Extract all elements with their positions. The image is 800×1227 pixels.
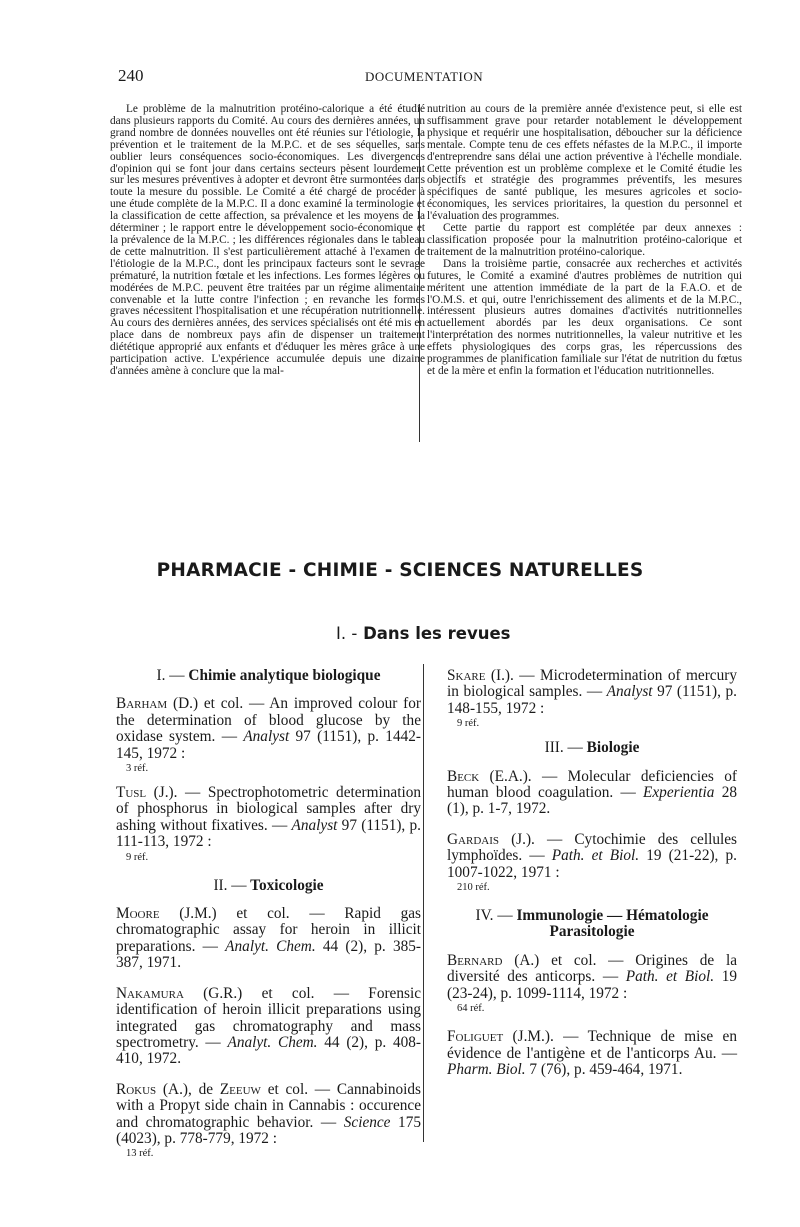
reference-entry: Gardais (J.). — Cytochimie des cellules lymphoïdes. — Path. et Biol. 19 (21-22), p. 1007-1022, 1971 :	[447, 830, 737, 881]
journal: Science	[343, 1113, 391, 1131]
reference-entry: Foliguet (J.M.). — Technique de mise en évidence de l'antigène et de l'anticorps Au. — Pharm. Biol. 7 (76), p. 459-464, 1971.	[447, 1028, 737, 1078]
running-header: DOCUMENTATION	[365, 69, 484, 84]
category-title: Immunologie — Hématologie Parasitologie	[516, 907, 709, 941]
subsection-title	[336, 624, 510, 643]
column-divider	[423, 664, 424, 1142]
journal: Path. et Biol.	[625, 968, 715, 986]
category-number: II. —	[213, 876, 247, 894]
paragraph: Le problème de la malnutrition protéino-calorique a été étudié dans plusieurs rapports du Comité. Au cours des dernières années, un grand nombre de données nouvelles ont été réunies sur l'étiologie, la prévention et le traitement de la M.P.C. et de ses séquelles, sans oublier leurs conséquences socio-économiques. Les divergences d'opinion qui se font jour dans certains secteurs pèsent lourdement sur les mesures préventives à adopter et devront être surmontées dans toute la mesure du possible. Le Comité a été chargé de procéder à une étude complète de la M.P.C. Il a donc examiné la terminologie et la classification de cette affection, sa prévalence et les moyens de la déterminer ; le rapport entre le développement socio-économique et la prévalence de la M.P.C. ; les différences régionales dans le tableau de cette malnutrition. Il s'est particulièrement attaché à l'examen de l'étiologie de la M.P.C., dont les principaux facteurs sont le sevrage prématuré, la nutrition fœtale et les infections. Les formes légères ou modérées de M.P.C. peuvent être traitées par un régime alimentaire convenable et la lutte contre l'infection ; en revanche les formes graves nécessitent l'hospitalisation et une récupération nutritionnelle. Au cours des dernières années, des services spécialisés ont été mis en place dans de nombreux pays afin de dispenser un traitement diététique approprié aux enfants et d'éduquer les mères grâce à une participation active. L'expérience accumulée depuis une dizaine d'années amène à conclure que la mal-	[110, 103, 425, 377]
column-divider	[419, 104, 420, 442]
journal: Analyst	[243, 728, 290, 746]
author: Beck	[447, 767, 480, 785]
journal: Experientia	[643, 784, 715, 802]
author: Rokus	[116, 1080, 157, 1098]
intro-right-column	[427, 104, 742, 378]
ref-count: 9 réf.	[457, 718, 480, 730]
author: Foliguet	[447, 1028, 504, 1046]
ref-count: 13 réf.	[126, 1148, 154, 1160]
category-number: I. —	[156, 667, 185, 684]
author: Zeeuw	[219, 1080, 261, 1098]
ref-count: 3 réf.	[126, 763, 149, 775]
category-number: IV. —	[475, 907, 513, 925]
journal: Analyst	[606, 683, 653, 701]
intro-left-column	[110, 104, 425, 378]
reference-entry: Rokus (A.), de Zeeuw et col. — Cannabinoids with a Propyt side chain in Cannabis : occurence and chromatographic behavior. — Science 175 (4023), p. 778-779, 1972 :	[116, 1080, 421, 1147]
paragraph: nutrition au cours de la première année d'existence peut, si elle est suffisamment grave pour retarder notablement le développement physique et requérir une hospitalisation, déboucher sur la déficience mentale. Compte tenu de ces effets néfastes de la M.P.C., il importe d'entreprendre sans délai une action préventive à l'échelle mondiale. Cette prévention est un problème complexe et le Comité étudie les objectifs et stratégie des programmes préventifs, les mesures spécifiques de santé publique, les mesures agricoles et socio-économiques, les services prioritaires, la question du personnel et l'évaluation des programmes.	[427, 103, 742, 223]
reference-entry: Beck (E.A.). — Molecular deficiencies of human blood coagulation. — Experientia 28 (1), p. 1-7, 1972.	[447, 767, 737, 818]
author: Moore	[116, 905, 160, 923]
reference-entry: Barham (D.) et col. — An improved colour for the determination of blood glucose by the oxidase system. — Analyst 97 (1151), p. 1442-145, 1972 :	[116, 695, 421, 762]
reference-entry: Nakamura (G.R.) et col. — Forensic identification of heroin illicit preparations using integrated gas chromatography and mass spectrometry. — Analyt. Chem. 44 (2), p. 408-410, 1972.	[116, 984, 421, 1068]
category-title: Biologie	[586, 739, 640, 757]
category-heading	[447, 740, 737, 756]
journal: Analyst	[291, 816, 338, 834]
section-title: PHARMACIE - CHIMIE - SCIENCES NATURELLES	[156, 560, 644, 581]
references-right-column	[447, 668, 737, 1078]
page-number: 240	[118, 66, 144, 85]
subsection-label: Dans les revues	[363, 624, 511, 643]
reference-entry: Skare (I.). — Microdetermination of mercury in biological samples. — Analyst 97 (1151), p. 148-155, 1972 :	[447, 667, 737, 717]
category-title: Chimie analytique biologique	[188, 667, 381, 684]
category-title: Toxicologie	[250, 876, 324, 894]
category-heading	[447, 908, 737, 941]
author: Bernard	[447, 951, 503, 969]
category-number: III. —	[544, 739, 583, 757]
journal: Analyt. Chem.	[227, 1033, 318, 1051]
author: Nakamura	[116, 984, 184, 1002]
ref-count: 210 réf.	[457, 882, 490, 894]
category-heading	[116, 668, 421, 684]
ref-count: 64 réf.	[457, 1003, 485, 1015]
author: Skare	[447, 667, 486, 684]
reference-entry: Moore (J.M.) et col. — Rapid gas chromatographic assay for heroin in illicit preparations. — Analyt. Chem. 44 (2), p. 385-387, 1971.	[116, 905, 421, 972]
subsection-number: I. -	[336, 624, 358, 643]
paragraph: Cette partie du rapport est complétée par deux annexes : classification proposée pour la malnutrition protéino-calorique et traitement de la malnutrition protéino-calorique.	[427, 222, 742, 258]
paragraph: Dans la troisième partie, consacrée aux recherches et activités futures, le Comité a examiné d'autres problèmes de nutrition qui méritent une attention immédiate de la part de la F.A.O. et de l'O.M.S. et qui, outre l'enrichissement des aliments et de la M.P.C., intéressent plusieurs autres domaines d'activités nutritionnelles actuellement abordés par les deux organisations. Ce sont l'interprétation des normes nutritionnelles, la valeur nutritive et les effets physiologiques des corps gras, les répercussions des programmes de planification familiale sur l'état de nutrition du fœtus et de la mère et enfin la formation et l'éducation nutritionnelles.	[427, 257, 742, 377]
ref-count: 9 réf.	[126, 851, 149, 863]
journal: Path. et Biol.	[551, 847, 640, 865]
author: Barham	[116, 695, 168, 713]
category-heading	[116, 878, 421, 894]
reference-entry: Bernard (A.) et col. — Origines de la diversité des anticorps. — Path. et Biol. 19 (23-24), p. 1099-1114, 1972 :	[447, 951, 737, 1002]
journal: Pharm. Biol.	[447, 1060, 526, 1078]
author: Gardais	[447, 830, 499, 848]
author: Tusl	[116, 784, 147, 802]
references-left-column	[116, 668, 421, 1160]
journal: Analyt. Chem.	[225, 937, 316, 955]
reference-entry: Tusl (J.). — Spectrophotometric determination of phosphorus in biological samples after dry ashing without fixatives. — Analyst 97 (1151), p. 111-113, 1972 :	[116, 784, 421, 851]
